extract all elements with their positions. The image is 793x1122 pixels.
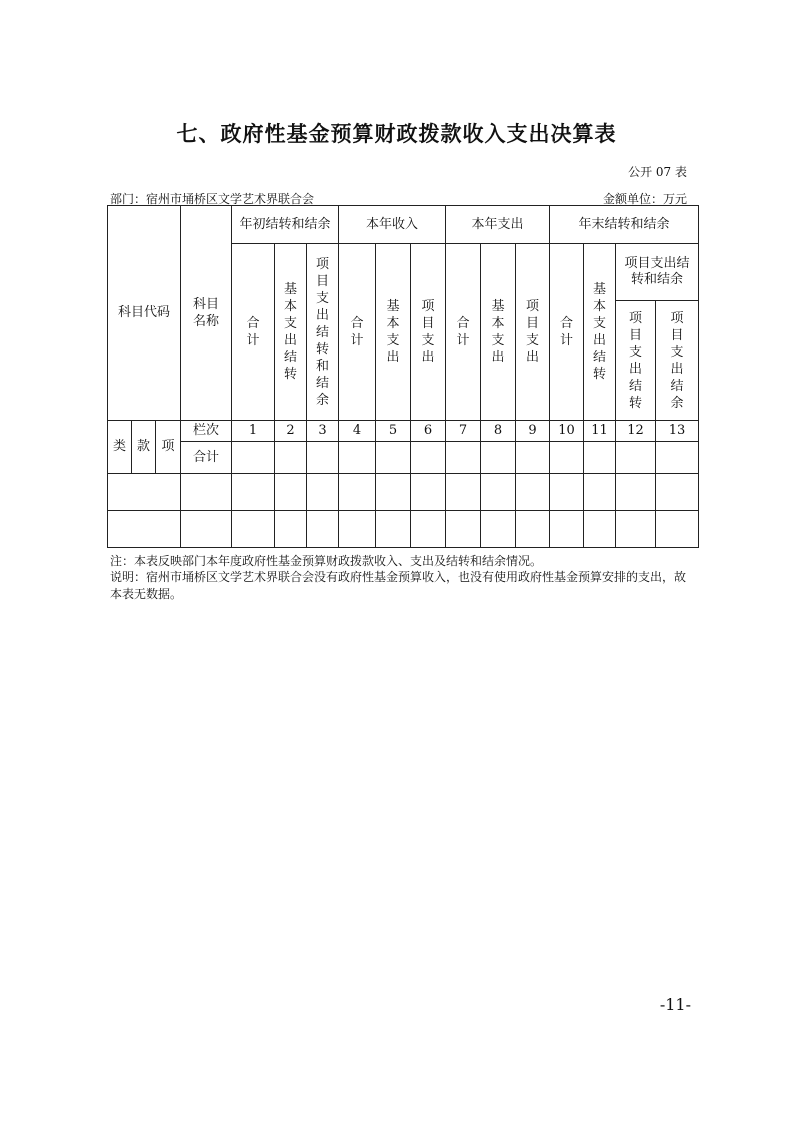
table-cell xyxy=(584,474,616,511)
subject-name-header: 科目名称 xyxy=(181,206,232,421)
income-header: 本年收入 xyxy=(339,206,446,244)
expense-header: 本年支出 xyxy=(446,206,550,244)
expense-project-header: 项目支出 xyxy=(516,244,550,421)
income-project-header: 项目支出 xyxy=(411,244,446,421)
col-number: 3 xyxy=(307,421,339,442)
table-cell xyxy=(339,511,376,548)
category-item: 项 xyxy=(156,421,181,474)
col-number: 11 xyxy=(584,421,616,442)
category-class: 类 xyxy=(108,421,132,474)
col-number: 13 xyxy=(656,421,699,442)
table-cell xyxy=(339,442,376,474)
end-carry-header: 年末结转和结余 xyxy=(550,206,699,244)
table-cell xyxy=(446,442,481,474)
table-cell xyxy=(446,511,481,548)
table-cell xyxy=(616,511,656,548)
table-row xyxy=(108,474,699,511)
table-cell xyxy=(307,474,339,511)
table-cell xyxy=(616,474,656,511)
table-cell xyxy=(411,442,446,474)
table-cell xyxy=(481,442,516,474)
expense-total-header: 合计 xyxy=(446,244,481,421)
income-basic-header: 基本支出 xyxy=(376,244,411,421)
col-number: 5 xyxy=(376,421,411,442)
page-number: -11- xyxy=(659,995,691,1014)
col-number: 6 xyxy=(411,421,446,442)
income-total-header: 合计 xyxy=(339,244,376,421)
table-cell xyxy=(656,474,699,511)
page-title: 七、政府性基金预算财政拨款收入支出决算表 xyxy=(176,121,617,146)
table-cell xyxy=(656,442,699,474)
table-cell xyxy=(584,511,616,548)
table-cell xyxy=(616,442,656,474)
table-cell xyxy=(481,511,516,548)
col-number: 7 xyxy=(446,421,481,442)
end-project-balance-header: 项目支出结余 xyxy=(656,301,699,421)
table-cell xyxy=(584,442,616,474)
table-cell xyxy=(376,511,411,548)
table-cell xyxy=(232,511,275,548)
table-cell xyxy=(307,442,339,474)
table-cell xyxy=(550,442,584,474)
table-cell xyxy=(108,474,181,511)
table-cell xyxy=(232,442,275,474)
begin-total-header: 合计 xyxy=(232,244,275,421)
table-row xyxy=(108,511,699,548)
end-project-carry-header: 项目支出结转 xyxy=(616,301,656,421)
unit-label: 金额单位：万元 xyxy=(602,192,687,206)
table-cell xyxy=(232,474,275,511)
department-label: 部门：宿州市埇桥区文学艺术界联合会 xyxy=(110,192,315,206)
begin-project-header: 项目支出结转和结余 xyxy=(307,244,339,421)
col-number: 10 xyxy=(550,421,584,442)
index-row-label: 栏次 xyxy=(181,421,232,442)
col-number: 9 xyxy=(516,421,550,442)
table-cell xyxy=(275,474,307,511)
table-explanation: 说明：宿州市埇桥区文学艺术界联合会没有政府性基金预算收入，也没有使用政府性基金预算安排的支出，故本表无数据。 xyxy=(110,570,687,601)
table-cell xyxy=(516,511,550,548)
subject-code-header: 科目代码 xyxy=(108,206,181,421)
category-section: 款 xyxy=(132,421,156,474)
table-cell xyxy=(181,511,232,548)
table-cell xyxy=(108,511,181,548)
table-cell xyxy=(307,511,339,548)
table-cell xyxy=(516,474,550,511)
begin-basic-header: 基本支出结转 xyxy=(275,244,307,421)
table-cell xyxy=(275,511,307,548)
begin-carry-header: 年初结转和结余 xyxy=(232,206,339,244)
table-cell xyxy=(339,474,376,511)
table-cell xyxy=(411,474,446,511)
table-note: 注：本表反映部门本年度政府性基金预算财政拨款收入、支出及结转和结余情况。 xyxy=(110,554,543,568)
fund-table xyxy=(107,205,699,548)
table-cell xyxy=(376,442,411,474)
table-cell xyxy=(275,442,307,474)
col-number: 1 xyxy=(232,421,275,442)
table-cell xyxy=(376,474,411,511)
table-cell xyxy=(550,474,584,511)
end-total-header: 合计 xyxy=(550,244,584,421)
col-number: 12 xyxy=(616,421,656,442)
col-number: 8 xyxy=(481,421,516,442)
col-number: 4 xyxy=(339,421,376,442)
table-cell xyxy=(481,474,516,511)
table-cell xyxy=(656,511,699,548)
expense-basic-header: 基本支出 xyxy=(481,244,516,421)
end-project-header: 项目支出结转和结余 xyxy=(616,244,699,301)
end-basic-header: 基本支出结转 xyxy=(584,244,616,421)
table-cell xyxy=(411,511,446,548)
col-number: 2 xyxy=(275,421,307,442)
table-row xyxy=(108,442,699,474)
total-row-label: 合计 xyxy=(181,442,232,474)
form-code: 公开 07 表 xyxy=(628,165,687,179)
table-cell xyxy=(446,474,481,511)
table-cell xyxy=(181,474,232,511)
table-cell xyxy=(516,442,550,474)
table-cell xyxy=(550,511,584,548)
